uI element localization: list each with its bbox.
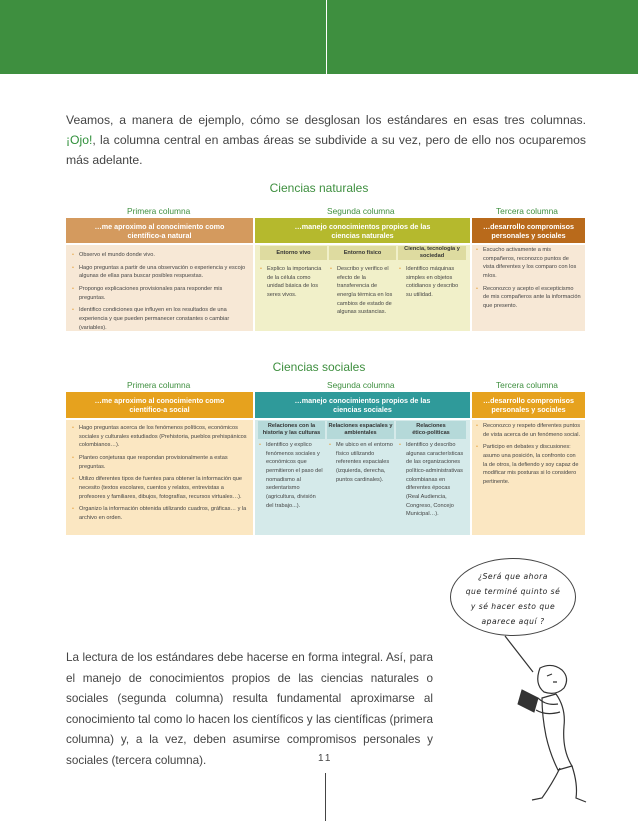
list-item: • Observo el mundo donde vivo. (79, 251, 247, 260)
nat-col3-header: …desarrollo compromisos personales y sociales (472, 218, 585, 243)
character-arms-icon (536, 698, 560, 714)
character-body-icon (542, 694, 572, 770)
list-item: • Planteo conjeturas que respondan provisionalmente a estas preguntas. (79, 454, 247, 471)
soc-col3-label: Tercera columna (496, 380, 558, 390)
list-item: • Reconozco y respeto diferentes puntos de vista acerca de un fenómeno social. (483, 422, 581, 439)
list-item: • Participo en debates y discusiones: asumo una posición, la confronto con la de otros, la defiendo y soy capaz de modificar mis posturas si lo considero pertinente. (483, 443, 581, 486)
intro-text-a: Veamos, a manera de ejemplo, cómo se desglosan los estándares en esas tres columnas. (66, 113, 586, 127)
soc-col2-label: Segunda columna (327, 380, 395, 390)
intro-text-b: , la columna central en ambas áreas se subdivide a su vez, pero de ello nos ocuparemos más adelante. (66, 133, 586, 167)
bottom-divider (325, 773, 326, 821)
list-item: • Reconozco y acepto el escepticismo de mis compañeros ante la información que presento. (483, 285, 581, 311)
list-item: • Identifico y explico fenómenos sociales y económicos que permitieron el paso del nomadismo al sedentarismo (agricultura, división del trabajo...). (266, 441, 323, 510)
soc-col2-header: …manejo conocimientos propios de las ciencias sociales (255, 392, 470, 418)
nat-col3-label: Tercera columna (496, 206, 558, 216)
list-item: • Hago preguntas acerca de los fenómenos políticos, económicos sociales y culturales estudiados (Prehistoria, pueblos prehispánicos colombianos…). (79, 424, 247, 450)
intro-ojo: ¡Ojo! (66, 133, 93, 147)
nat-sub1-header: Entorno vivo (260, 246, 327, 260)
soc-sub2-header: Relaciones espaciales y ambientales (327, 421, 394, 439)
list-item: • Identifico máquinas simples en objetos cotidianos y describo su utilidad. (406, 265, 465, 300)
nat-sub3-header: Ciencia, tecnología y sociedad (398, 246, 466, 260)
list-item: • Identifico condiciones que influyen en los resultados de una experiencia y que pueden permanecer constantes o cambiar (variables). (79, 306, 247, 332)
soc-col3-header: …desarrollo compromisos personales y sociales (472, 392, 585, 418)
bubble-line: y sé hacer esto que (470, 602, 556, 611)
closing-paragraph: La lectura de los estándares debe hacerse en forma integral. Así, para el manejo de conocimientos propios de las ciencias naturales o sociales (segunda columna) resulta fundamental aproximarse al conocimiento tal como lo hacen los científicos y las científicas (primera columna) y, a la vez, deben asumirse compromisos personales y sociales (tercera columna). (66, 651, 433, 767)
bubble-tail (505, 636, 533, 672)
nat-sub2-header: Entorno físico (329, 246, 396, 260)
list-item: • Describo y verifico el efecto de la transferencia de energía térmica en los cambios de estado de algunas sustancias. (337, 265, 394, 317)
list-item: • Organizo la información obtenida utilizando cuadros, gráficas… y la archivo en orden. (79, 505, 247, 522)
list-item: • Utilizo diferentes tipos de fuentes para obtener la información que necesito (textos escolares, cuentos y relatos, entrevistas a profesores y familiares, dibujos, fotografías, recursos virtuales…). (79, 475, 247, 501)
sociales-title: Ciencias sociales (272, 360, 366, 374)
bubble-line: ¿Será que ahora (478, 572, 548, 581)
list-item: • Identifico y describo algunas características de las organizaciones político-administrativas colombianas en diferentes épocas (Real Audiencia, Congreso, Concejo Municipal…). (406, 441, 465, 519)
character-legs-icon (532, 766, 586, 802)
character-face-icon (547, 674, 557, 682)
bubble-line: que terminé quinto sé (465, 587, 561, 596)
character-head-icon (538, 665, 567, 693)
soc-sub3-header: Relaciones ético-políticas (396, 421, 466, 439)
list-item: • Explico la importancia de la célula como unidad básica de los seres vivos. (267, 265, 324, 300)
list-item: • Propongo explicaciones provisionales para responder mis preguntas. (79, 285, 247, 302)
naturales-title: Ciencias naturales (269, 181, 369, 195)
nat-col1-label: Primera columna (127, 206, 191, 216)
list-item: • Me ubico en el entorno físico utilizando referentes espaciales (izquierda, derecha, puntos cardinales). (336, 441, 393, 484)
nat-col2-label: Segunda columna (327, 206, 395, 216)
soc-sub1-header: Relaciones con la historia y las culturas (258, 421, 325, 439)
bubble-line: aparece aquí ? (481, 617, 545, 626)
book-icon (518, 690, 538, 712)
list-item: • Escucho activamente a mis compañeros, reconozco puntos de vista diferentes y los comparo con los míos. (483, 246, 581, 281)
nat-col1-header: …me aproximo al conocimiento como científico-a natural (66, 218, 253, 243)
soc-col1-label: Primera columna (127, 380, 191, 390)
nat-col2-header: …manejo conocimientos propios de las ciencias naturales (255, 218, 470, 243)
list-item: • Hago preguntas a partir de una observación o experiencia y escojo algunas de ellas para buscar posibles respuestas. (79, 264, 247, 281)
page-number: 11 (318, 753, 333, 764)
soc-col1-header: …me aproximo al conocimiento como científico-a social (66, 392, 253, 418)
